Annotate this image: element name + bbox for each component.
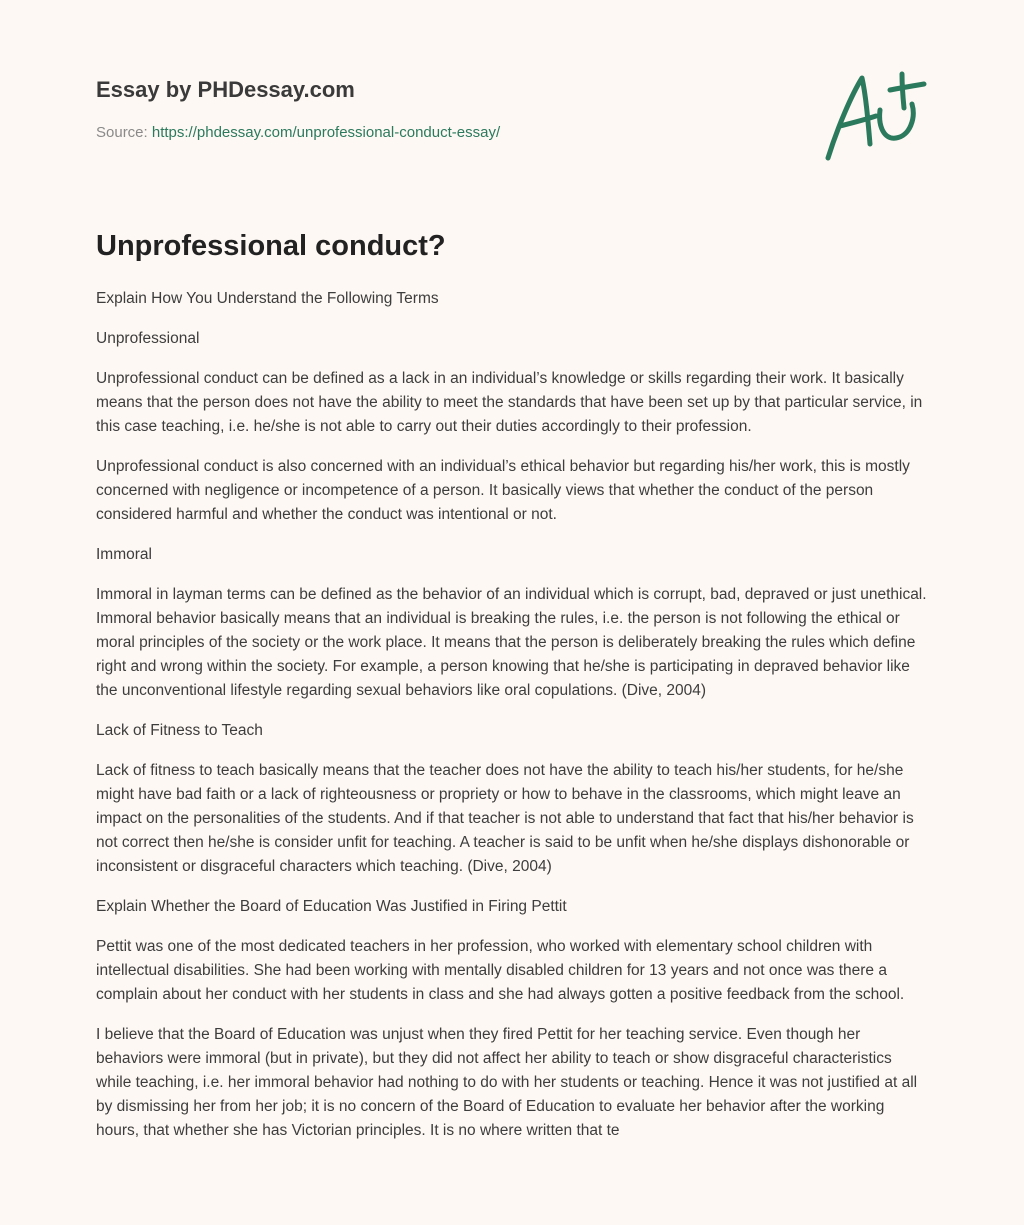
essay-content [96,226,930,1159]
section-heading: Explain Whether the Board of Education Was Justified in Firing Pettit [96,898,567,915]
paragraph: Pettit was one of the most dedicated teachers in her profession, who worked with elementary school children with intellectual disabilities. She had been working with mentally disabled children for 13 years and not once was there a complain about her conduct with her students in class and she had always gotten a positive feedback from the school. [96,938,905,1003]
paragraph: Unprofessional conduct is also concerned with an individual’s ethical behavior but regarding his/her work, this is mostly concerned with negligence or incompetence of a person. It basically views that whether the conduct of the person considered harmful and whether the conduct was intentional or not. [96,458,910,523]
site-title: Essay by PHDessay.com [96,77,355,102]
source-link[interactable]: https://phdessay.com/unprofessional-conduct-essay/ [151,124,501,141]
term-heading: Unprofessional [96,330,200,347]
source-line [96,123,796,143]
term-heading: Immoral [96,546,152,563]
paragraph: Lack of fitness to teach basically means that the teacher does not have the ability to teach his/her students, for he/she might have bad faith or a lack of righteousness or propriety or how to behave in the classrooms, which might leave an impact on the personalities of the students. And if that teacher is not able to understand that fact that his/her behavior is not correct then he/she is consider unfit for teaching. A teacher is said to be unfit when he/she displays dishonorable or inconsistent or disgraceful characters which teaching. (Dive, 2004) [96,762,914,875]
term-heading: Lack of Fitness to Teach [96,722,263,739]
paragraph: I believe that the Board of Education was unjust when they fired Pettit for her teaching service. Even though her behaviors were immoral (but in private), but they did not affect her ability to teach or show disgraceful characteristics while teaching, i.e. her immoral behavior had nothing to do with her students or teaching. Hence it was not justified at all by dismissing her from her job; it is no concern of the Board of Education to evaluate her behavior after the working hours, that whether she has Victorian principles. It is no where written that te [96,1026,918,1139]
source-label: Source: [96,124,148,141]
paragraph: Unprofessional conduct can be defined as a lack in an individual’s knowledge or skills regarding their work. It basically means that the person does not have the ability to meet the standards that have been set up by that particular service, in this case teaching, i.e. he/she is not able to carry out their duties accordingly to their profession. [96,370,923,435]
a-plus-logo-icon [820,66,932,166]
section-heading: Explain How You Understand the Following Terms [96,290,439,307]
paragraph: Immoral in layman terms can be defined as the behavior of an individual which is corrupt, bad, depraved or just unethical. Immoral behavior basically means that an individual is breaking the rules, i.e. the person is not following the ethical or moral principles of the society or the work place. It means that the person is deliberately breaking the rules which define right and wrong within the society. For example, a person knowing that he/she is participating in depraved behavior like the unconventional lifestyle regarding sexual behaviors like oral copulations. (Dive, 2004) [96,586,927,699]
page-header [96,76,796,143]
essay-title: Unprofessional conduct? [96,230,446,262]
